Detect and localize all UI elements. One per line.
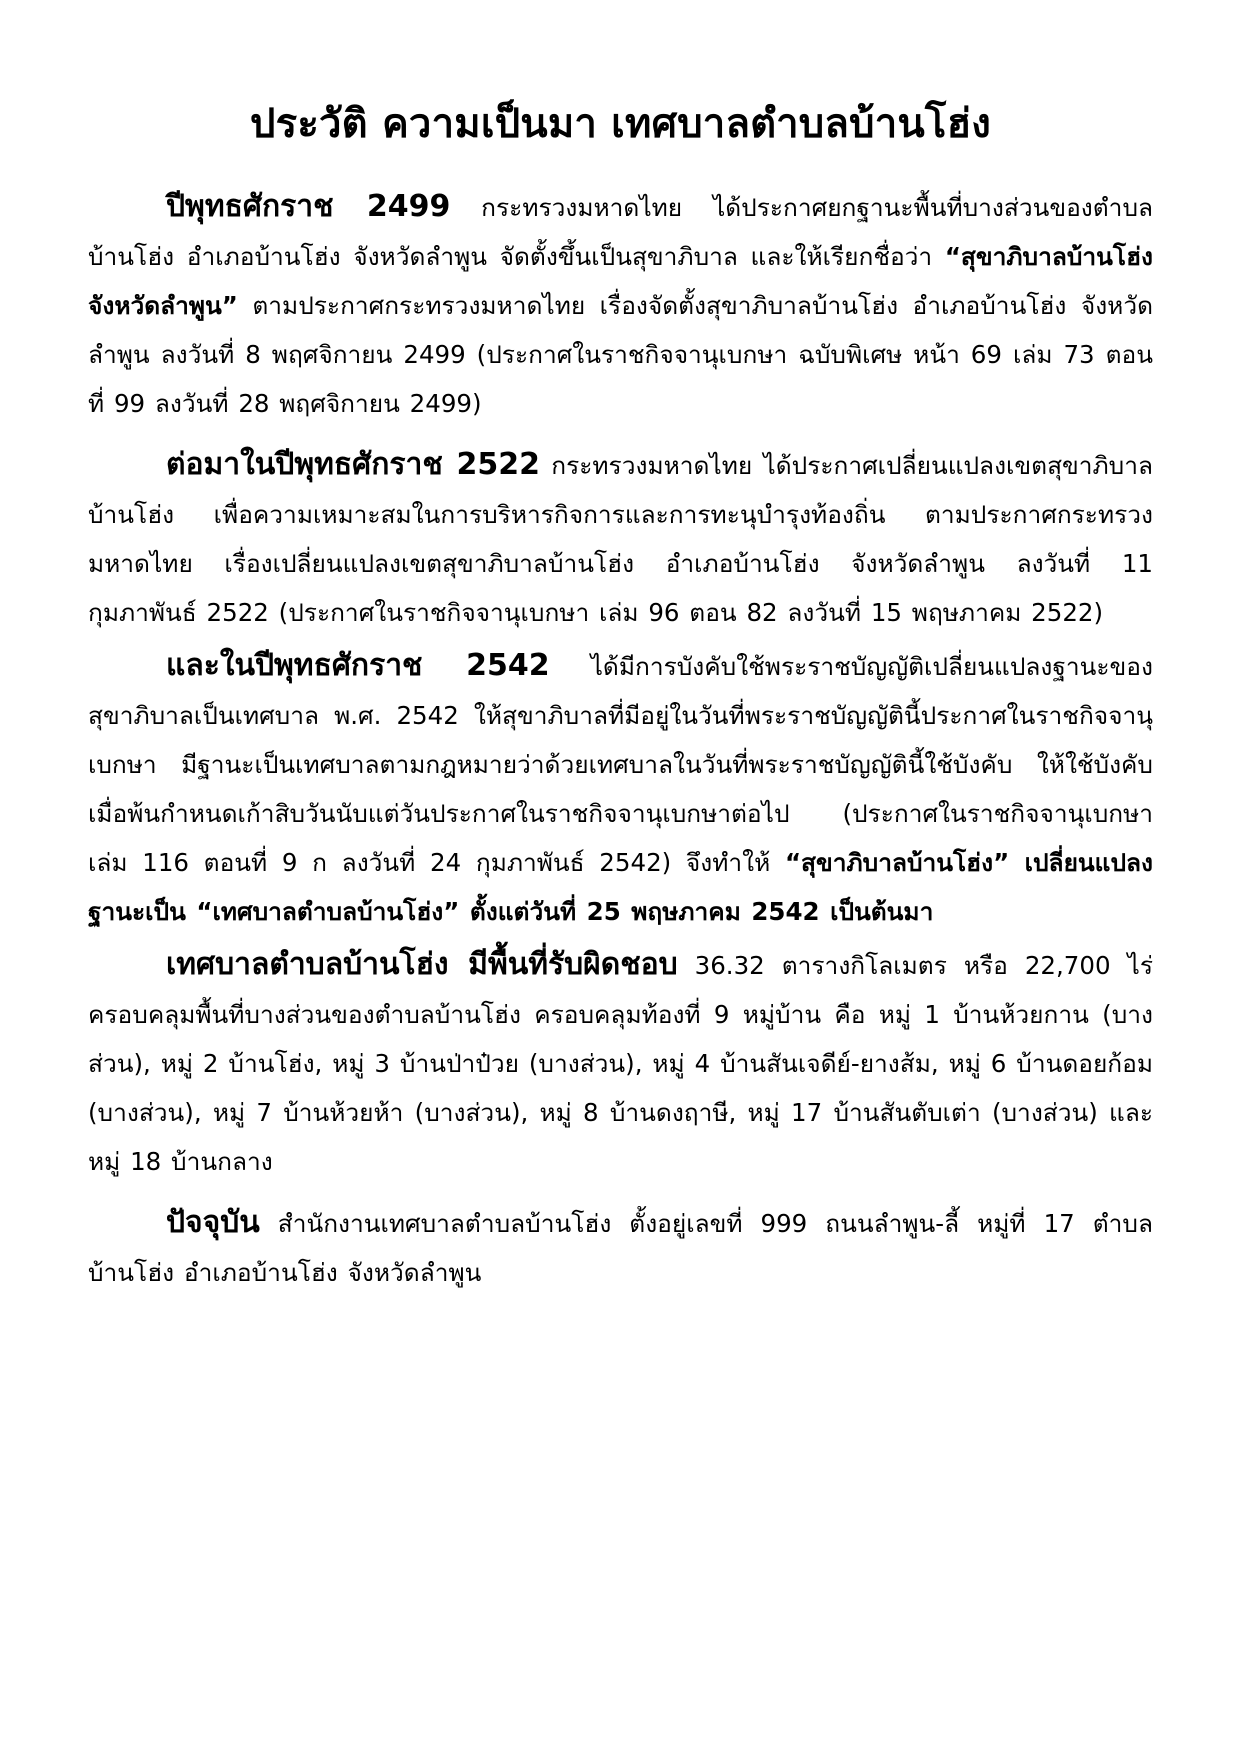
paragraph-lead: ปีพุทธศักราช 2499 [166,189,451,224]
paragraph-emphasis: “สุขาภิบาลบ้านโฮ่ง” เปลี่ยนแปลงฐานะเป็น “เทศบาลตำบลบ้านโฮ่ง” ตั้งแต่วันที่ 25 พฤษภาคม 2542 เป็นต้นมา [88,848,1153,926]
paragraph-text: กระทรวงมหาดไทย ได้ประกาศยกฐานะพื้นที่บางส่วนของตำบลบ้านโฮ่ง อำเภอบ้านโฮ่ง จังหวัดลำพูน จัดตั้งขึ้นเป็นสุขาภิบาล และให้เรียกชื่อว่า [88,193,1154,271]
paragraph-lead: ต่อมาในปีพุทธศักราช 2522 [166,447,541,482]
paragraph-text: ตามประกาศกระทรวงมหาดไทย เรื่องจัดตั้งสุขาภิบาลบ้านโฮ่ง อำเภอบ้านโฮ่ง จังหวัดลำพูน ลงวันที่ 8 พฤศจิกายน 2499 (ประกาศในราชกิจจานุเบกษา ฉบับพิเศษ หน้า 69 เล่ม 73 ตอนที่ 99 ลงวันที่ 28 พฤศจิกายน 2499) [88,291,1153,418]
paragraph-area [88,940,1153,1186]
paragraph-2499 [88,182,1153,428]
document-page [88,100,1153,1307]
paragraph-2522 [88,440,1153,637]
paragraph-text: ได้มีการบังคับใช้พระราชบัญญัติเปลี่ยนแปลงฐานะของสุขาภิบาลเป็นเทศบาล พ.ศ. 2542 ให้สุขาภิบาลที่มีอยู่ในวันที่พระราชบัญญัตินี้ประกาศในราชกิจจานุเบกษา มีฐานะเป็นเทศบาลตามกฎหมายว่าด้วยเทศบาลในวันที่พระราชบัญญัตินี้ใช้บังคับ ให้ใช้บังคับเมื่อพ้นกำหนดเก้าสิบวันนับแต่วันประกาศในราชกิจจานุเบกษาต่อไป (ประกาศในราชกิจจานุเบกษา เล่ม 116 ตอนที่ 9 ก ลงวันที่ 24 กุมภาพันธ์ 2542) จึงทำให้ [88,652,1153,877]
paragraph-text: กระทรวงมหาดไทย ได้ประกาศเปลี่ยนแปลงเขตสุขาภิบาลบ้านโฮ่ง เพื่อความเหมาะสมในการบริหารกิจการและการทะนุบำรุงท้องถิ่น ตามประกาศกระทรวงมหาดไทย เรื่องเปลี่ยนแปลงเขตสุขาภิบาลบ้านโฮ่ง อำเภอบ้านโฮ่ง จังหวัดลำพูน ลงวันที่ 11 กุมภาพันธ์ 2522 (ประกาศในราชกิจจานุเบกษา เล่ม 96 ตอน 82 ลงวันที่ 15 พฤษภาคม 2522) [88,451,1153,627]
paragraph-lead: เทศบาลตำบลบ้านโฮ่ง มีพื้นที่รับผิดชอบ [166,947,678,982]
paragraph-text: สำนักงานเทศบาลตำบลบ้านโฮ่ง ตั้งอยู่เลขที่ 999 ถนนลำพูน-ลี้ หมู่ที่ 17 ตำบลบ้านโฮ่ง อำเภอบ้านโฮ่ง จังหวัดลำพูน [88,1209,1153,1287]
paragraph-lead: ปัจจุบัน [166,1205,260,1240]
paragraph-2542 [88,641,1153,936]
page-title: ประวัติ ความเป็นมา เทศบาลตำบลบ้านโฮ่ง [250,101,991,147]
paragraph-lead: และในปีพุทธศักราช 2542 [166,648,550,683]
paragraph-emphasis: “สุขาภิบาลบ้านโฮ่ง จังหวัดลำพูน” [88,242,1153,320]
paragraph-present [88,1198,1153,1297]
paragraph-text: 36.32 ตารางกิโลเมตร หรือ 22,700 ไร่ ครอบคลุมพื้นที่บางส่วนของตำบลบ้านโฮ่ง ครอบคลุมท้องที่ 9 หมู่บ้าน คือ หมู่ 1 บ้านห้วยกาน (บางส่วน), หมู่ 2 บ้านโฮ่ง, หมู่ 3 บ้านป่าป๋วย (บางส่วน), หมู่ 4 บ้านสันเจดีย์-ยางส้ม, หมู่ 6 บ้านดอยก้อม (บางส่วน), หมู่ 7 บ้านห้วยห้า (บางส่วน), หมู่ 8 บ้านดงฤาษี, หมู่ 17 บ้านสันตับเต่า (บางส่วน) และหมู่ 18 บ้านกลาง [88,951,1153,1176]
